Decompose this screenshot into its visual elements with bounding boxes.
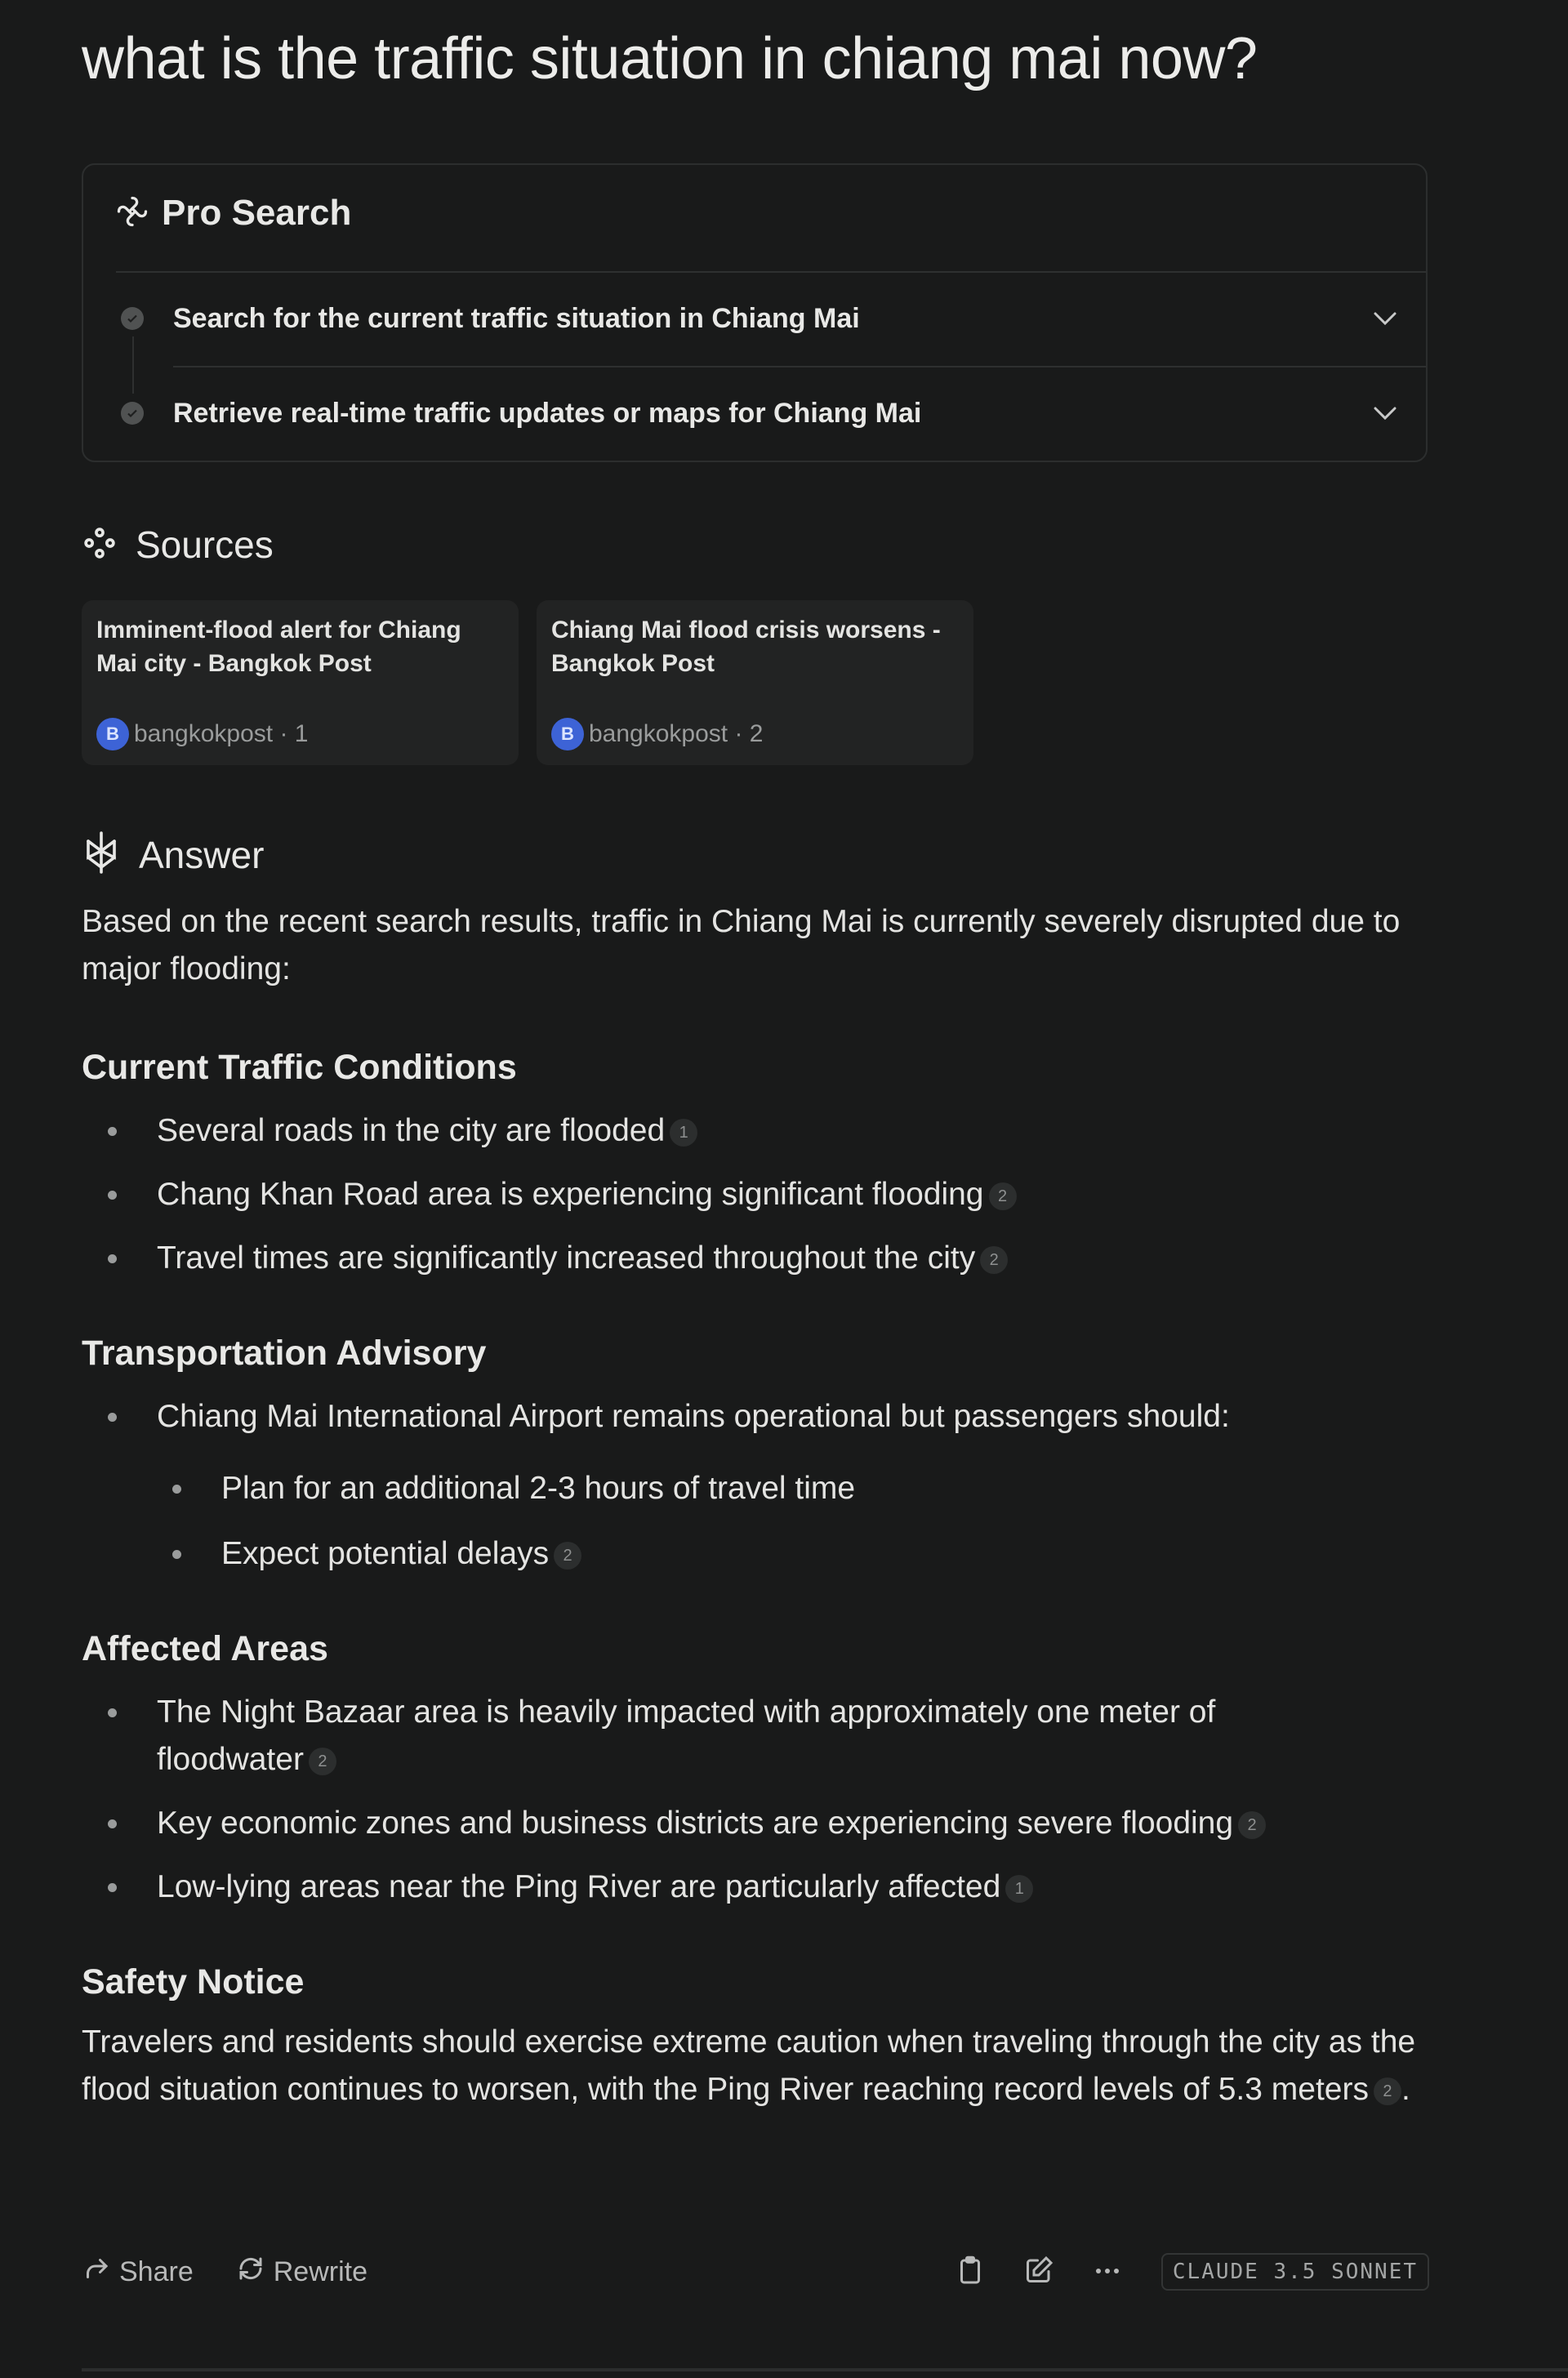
thread-content <box>82 0 1429 2287</box>
sources-label: Sources <box>136 523 274 566</box>
step-connector <box>132 336 134 394</box>
pro-search-label: Pro Search <box>162 193 352 233</box>
section-heading: Transportation Advisory <box>82 1334 487 1373</box>
more-icon[interactable] <box>1094 2264 1120 2279</box>
share-button[interactable]: Share <box>82 2254 194 2291</box>
source-card[interactable] <box>82 600 519 765</box>
source-meta <box>96 718 308 750</box>
list-item: Chiang Mai International Airport remains operational but passengers should: <box>82 1393 1429 1441</box>
sub-list-item: Expect potential delays 2 <box>82 1530 1429 1578</box>
citation-badge[interactable]: 2 <box>980 1246 1008 1274</box>
answer-tools <box>957 2253 1429 2291</box>
bangkokpost-favicon-icon: B <box>96 718 129 750</box>
citation-badge[interactable]: 1 <box>670 1119 697 1147</box>
section-heading: Affected Areas <box>82 1629 328 1668</box>
citation-badge[interactable]: 2 <box>1374 2077 1401 2105</box>
pro-search-step[interactable] <box>121 389 1401 438</box>
sources-icon <box>82 525 118 565</box>
model-badge[interactable]: CLAUDE 3.5 SONNET <box>1161 2253 1429 2291</box>
source-title: Imminent-flood alert for Chiang Mai city - Bangkok Post <box>96 617 461 677</box>
traffic-conditions-list <box>82 1107 1429 1282</box>
divider <box>116 271 1426 273</box>
source-card[interactable] <box>537 600 973 765</box>
transportation-advisory-list <box>82 1393 1429 1578</box>
source-title: Chiang Mai flood crisis worsens - Bangkok Post <box>551 617 941 677</box>
divider <box>173 366 1426 367</box>
sub-list-item: Plan for an additional 2-3 hours of travel time <box>82 1465 1429 1512</box>
affected-areas-list <box>82 1689 1429 1911</box>
answer-icon <box>82 831 121 878</box>
pro-search-panel <box>82 163 1428 462</box>
answer-intro: Based on the recent search results, traffic in Chiang Mai is currently severely disrupted due to major flooding: <box>82 904 1401 986</box>
pro-search-icon <box>114 194 150 234</box>
bangkokpost-favicon-icon: B <box>551 718 584 750</box>
citation-badge[interactable]: 2 <box>554 1542 581 1570</box>
section-heading: Safety Notice <box>82 1962 305 2002</box>
citation-badge[interactable]: 2 <box>989 1182 1017 1210</box>
answer-actions <box>82 2247 1429 2296</box>
check-circle-icon <box>121 307 144 330</box>
rewrite-icon <box>236 2254 265 2291</box>
section-heading: Current Traffic Conditions <box>82 1048 517 1087</box>
rewrite-button[interactable]: Rewrite <box>236 2254 368 2291</box>
edit-icon[interactable] <box>1024 2256 1054 2289</box>
answer-label: Answer <box>139 833 265 876</box>
step-text: Retrieve real-time traffic updates or maps for Chiang Mai <box>173 397 922 429</box>
share-icon <box>82 2254 111 2291</box>
citation-badge[interactable]: 1 <box>1005 1875 1033 1903</box>
divider <box>82 2368 1568 2371</box>
sources-header <box>82 523 274 567</box>
citation-badge[interactable]: 2 <box>309 1748 336 1775</box>
list-item: Several roads in the city are flooded 1 <box>82 1107 1429 1155</box>
list-item: The Night Bazaar area is heavily impacted with approximately one meter of floodwater 2 <box>82 1689 1365 1784</box>
answer-body <box>82 898 1429 2113</box>
clipboard-icon[interactable] <box>957 2256 983 2289</box>
list-item: Low-lying areas near the Ping River are particularly affected 1 <box>82 1864 1429 1911</box>
source-domain: bangkokpost · 2 <box>589 720 764 747</box>
answer-header <box>82 831 264 878</box>
citation-badge[interactable]: 2 <box>1238 1811 1266 1839</box>
list-item: Chang Khan Road area is experiencing significant flooding 2 <box>82 1171 1429 1218</box>
safety-paragraph: Travelers and residents should exercise extreme caution when traveling through the city as the flood situation continues to worsen, with the Ping River reaching record levels of 5.3 meters 2 . <box>82 2024 1416 2107</box>
source-domain: bangkokpost · 1 <box>134 720 309 747</box>
chevron-down-icon[interactable] <box>1369 302 1401 335</box>
pro-search-header <box>114 193 351 234</box>
list-item: Key economic zones and business districts are experiencing severe flooding 2 <box>82 1800 1429 1847</box>
source-meta <box>551 718 763 750</box>
check-circle-icon <box>121 402 144 425</box>
chevron-down-icon[interactable] <box>1369 397 1401 430</box>
pro-search-step[interactable] <box>121 294 1401 343</box>
list-item: Travel times are significantly increased throughout the city 2 <box>82 1235 1429 1282</box>
step-text: Search for the current traffic situation in Chiang Mai <box>173 302 860 334</box>
query-title: what is the traffic situation in chiang mai now? <box>82 26 1258 91</box>
